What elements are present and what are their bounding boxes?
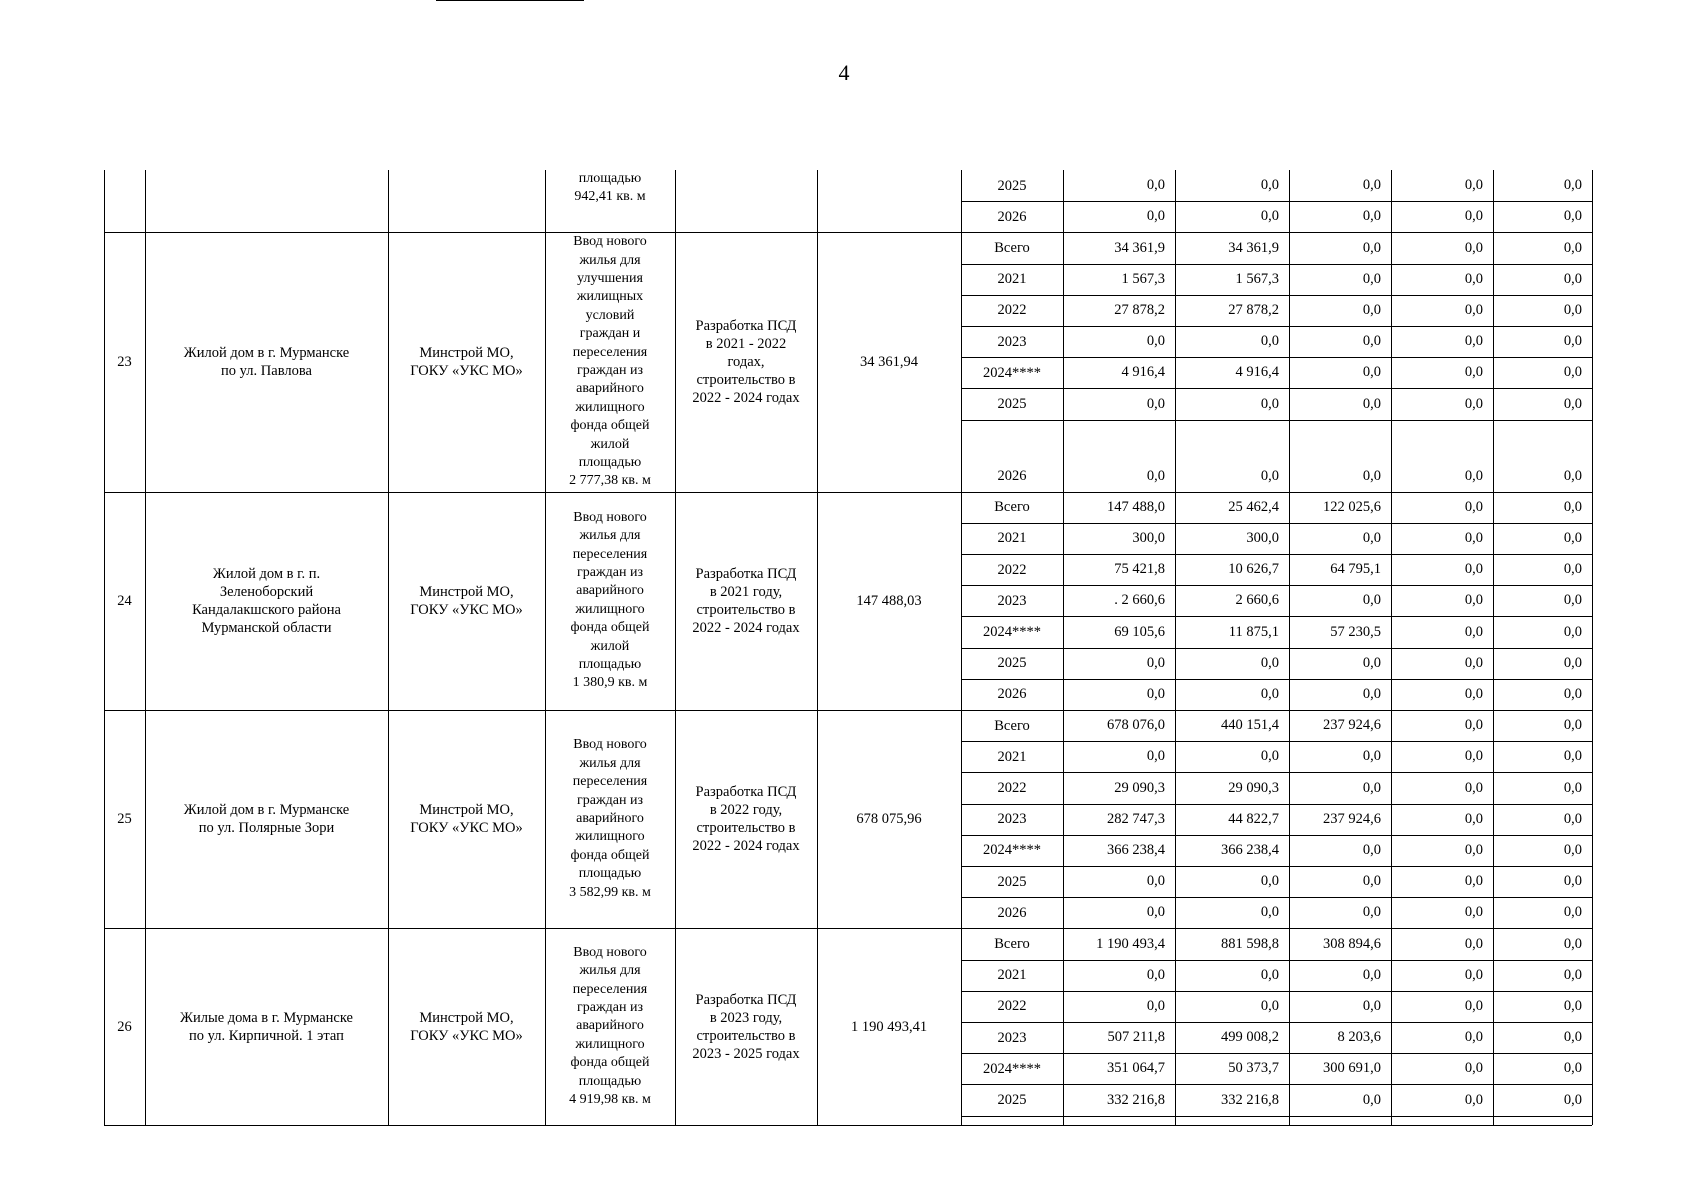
- amount-cell: 1 567,3: [1235, 270, 1279, 287]
- amount-cell: 0,0: [1563, 935, 1582, 952]
- amount-cell: 0,0: [1362, 270, 1381, 287]
- amount-cell: 0,0: [1362, 395, 1381, 412]
- year-label: Всего: [994, 499, 1030, 516]
- amount-cell: 507 211,8: [1107, 1029, 1165, 1046]
- amount-cell: 34 361,9: [1228, 239, 1279, 256]
- year-label: 2022: [997, 561, 1027, 578]
- year-label: 2021: [997, 271, 1027, 288]
- amount-cell: 0,0: [1362, 686, 1381, 702]
- year-label: 2022: [997, 302, 1027, 319]
- amount-cell: 0,0: [1563, 270, 1582, 287]
- amount-cell: 0,0: [1464, 561, 1483, 578]
- amount-cell: 57 230,5: [1330, 623, 1381, 640]
- object-description: Ввод нового жилья для улучшения жилищных условий граждан и переселения граждан из аварийного жилищного фонда общей жилой площадью 2 777,38 кв. м: [569, 234, 651, 489]
- amount-cell: 0,0: [1362, 364, 1381, 381]
- year-label: 2023: [997, 592, 1027, 609]
- object-description: Ввод нового жилья для переселения граждан из аварийного жилищного фонда общей площадью 4 919,98 кв. м: [569, 944, 651, 1108]
- amount-cell: 0,0: [1362, 302, 1381, 318]
- amount-cell: 0,0: [1146, 966, 1165, 983]
- customer: Минстрой МО, ГОКУ «УКС МО»: [410, 583, 523, 618]
- amount-cell: 0,0: [1260, 395, 1279, 412]
- amount-cell: 69 105,6: [1114, 623, 1165, 640]
- implementation-stage: Разработка ПСД в 2021 - 2022 годах, строительство в 2022 - 2024 годах: [692, 317, 800, 406]
- object-name: Жилой дом в г. Мурманске по ул. Полярные Зори: [183, 802, 350, 837]
- amount-cell: 0,0: [1146, 467, 1165, 484]
- amount-cell: 64 795,1: [1330, 561, 1381, 578]
- amount-cell: 0,0: [1464, 467, 1483, 484]
- amount-cell: 0,0: [1260, 873, 1279, 890]
- customer: Минстрой МО, ГОКУ «УКС МО»: [410, 802, 523, 837]
- amount-cell: 0,0: [1464, 998, 1483, 1014]
- amount-cell: 0,0: [1362, 748, 1381, 765]
- amount-cell: 0,0: [1146, 998, 1165, 1014]
- amount-cell: 0,0: [1563, 177, 1582, 194]
- amount-cell: 0,0: [1563, 904, 1582, 921]
- amount-cell: 300 691,0: [1323, 1060, 1381, 1077]
- object-name: Жилой дом в г. п. Зеленоборский Кандалакшского района Мурманской области: [192, 565, 341, 636]
- amount-cell: 0,0: [1362, 998, 1381, 1014]
- scan-edge-line: [436, 0, 584, 1]
- amount-cell: 0,0: [1146, 208, 1165, 225]
- amount-cell: 0,0: [1563, 498, 1582, 515]
- amount-cell: 499 008,2: [1221, 1029, 1279, 1046]
- amount-cell: 0,0: [1464, 717, 1483, 734]
- amount-cell: 25 462,4: [1228, 498, 1279, 515]
- amount-cell: 0,0: [1146, 873, 1165, 890]
- customer: Минстрой МО, ГОКУ «УКС МО»: [410, 1009, 523, 1044]
- amount-cell: 0,0: [1563, 561, 1582, 578]
- amount-cell: 0,0: [1464, 935, 1483, 952]
- year-label: 2025: [997, 395, 1027, 412]
- amount-cell: 0,0: [1464, 904, 1483, 921]
- amount-cell: 10 626,7: [1228, 561, 1279, 578]
- amount-cell: 0,0: [1362, 530, 1381, 546]
- amount-cell: 0,0: [1362, 966, 1381, 983]
- amount-cell: 0,0: [1563, 239, 1582, 256]
- amount-cell: 0,0: [1464, 270, 1483, 287]
- amount-cell: 1 190 493,4: [1096, 935, 1165, 952]
- amount-cell: 34 361,9: [1114, 239, 1165, 256]
- amount-cell: 332 216,8: [1107, 1091, 1165, 1108]
- amount-cell: 0,0: [1146, 177, 1165, 194]
- year-label: Всего: [994, 239, 1030, 256]
- amount-cell: 11 875,1: [1228, 623, 1279, 640]
- amount-cell: 0,0: [1563, 592, 1582, 609]
- amount-cell: 0,0: [1146, 904, 1165, 921]
- amount-cell: 0,0: [1260, 904, 1279, 921]
- estimated-cost: 147 488,03: [856, 592, 922, 609]
- amount-cell: 0,0: [1464, 842, 1483, 858]
- amount-cell: 0,0: [1464, 1091, 1483, 1108]
- amount-cell: 0,0: [1563, 530, 1582, 546]
- estimated-cost: 678 075,96: [856, 811, 922, 828]
- year-label: 2026: [997, 467, 1027, 484]
- object-name: Жилые дома в г. Мурманске по ул. Кирпичной. 1 этап: [180, 1009, 353, 1044]
- amount-cell: 8 203,6: [1337, 1029, 1381, 1046]
- amount-cell: 0,0: [1464, 498, 1483, 515]
- implementation-stage: Разработка ПСД в 2021 году, строительство в 2022 - 2024 годах: [692, 565, 800, 636]
- amount-cell: 0,0: [1464, 1029, 1483, 1046]
- year-label: 2024****: [983, 364, 1041, 381]
- amount-cell: 0,0: [1362, 177, 1381, 194]
- year-label: 2023: [997, 333, 1027, 350]
- amount-cell: . 2 660,6: [1114, 592, 1165, 609]
- amount-cell: 2 660,6: [1235, 592, 1279, 609]
- amount-cell: 0,0: [1563, 333, 1582, 350]
- amount-cell: 0,0: [1260, 966, 1279, 983]
- amount-cell: 0,0: [1563, 395, 1582, 412]
- amount-cell: 0,0: [1260, 998, 1279, 1014]
- year-label: 2024****: [983, 1060, 1041, 1077]
- year-label: 2025: [997, 1091, 1027, 1108]
- grid-hline: [961, 420, 1592, 421]
- grid-hline: [961, 1116, 1592, 1117]
- amount-cell: 300,0: [1246, 530, 1279, 546]
- amount-cell: 0,0: [1362, 873, 1381, 890]
- row-number: 25: [117, 811, 132, 828]
- amount-cell: 50 373,7: [1228, 1060, 1279, 1077]
- amount-cell: 300,0: [1132, 530, 1165, 546]
- amount-cell: 0,0: [1563, 779, 1582, 796]
- amount-cell: 0,0: [1563, 302, 1582, 318]
- amount-cell: 0,0: [1464, 966, 1483, 983]
- amount-cell: 0,0: [1563, 998, 1582, 1014]
- amount-cell: 0,0: [1563, 966, 1582, 983]
- year-label: 2024****: [983, 623, 1041, 640]
- amount-cell: 678 076,0: [1107, 717, 1165, 734]
- amount-cell: 0,0: [1260, 748, 1279, 765]
- amount-cell: 0,0: [1260, 177, 1279, 194]
- amount-cell: 122 025,6: [1323, 498, 1381, 515]
- amount-cell: 0,0: [1464, 873, 1483, 890]
- amount-cell: 282 747,3: [1107, 810, 1165, 827]
- year-label: 2026: [997, 208, 1027, 225]
- year-label: 2025: [997, 655, 1027, 672]
- amount-cell: 0,0: [1146, 654, 1165, 671]
- year-label: 2022: [997, 998, 1027, 1015]
- amount-cell: 0,0: [1464, 239, 1483, 256]
- amount-cell: 27 878,2: [1228, 302, 1279, 318]
- amount-cell: 237 924,6: [1323, 810, 1381, 827]
- amount-cell: 0,0: [1563, 686, 1582, 702]
- amount-cell: 881 598,8: [1221, 935, 1279, 952]
- amount-cell: 0,0: [1260, 208, 1279, 225]
- amount-cell: 27 878,2: [1114, 302, 1165, 318]
- amount-cell: 147 488,0: [1107, 498, 1165, 515]
- amount-cell: 0,0: [1362, 654, 1381, 671]
- amount-cell: 0,0: [1464, 364, 1483, 381]
- implementation-stage: Разработка ПСД в 2022 году, строительство в 2022 - 2024 годах: [692, 784, 800, 855]
- row-number: 23: [117, 353, 132, 370]
- amount-cell: 0,0: [1260, 467, 1279, 484]
- amount-cell: 440 151,4: [1221, 717, 1279, 734]
- amount-cell: 1 567,3: [1121, 270, 1165, 287]
- year-label: 2022: [997, 779, 1027, 796]
- amount-cell: 0,0: [1362, 779, 1381, 796]
- amount-cell: 0,0: [1464, 623, 1483, 640]
- amount-cell: 0,0: [1362, 467, 1381, 484]
- amount-cell: 0,0: [1563, 810, 1582, 827]
- amount-cell: 0,0: [1146, 333, 1165, 350]
- amount-cell: 0,0: [1362, 842, 1381, 858]
- object-description: Ввод нового жилья для переселения граждан из аварийного жилищного фонда общей жилой площадью 1 380,9 кв. м: [570, 509, 650, 691]
- grid-hline: [104, 1125, 961, 1126]
- amount-cell: 0,0: [1464, 1060, 1483, 1077]
- amount-cell: 0,0: [1464, 333, 1483, 350]
- amount-cell: 4 916,4: [1235, 364, 1279, 381]
- amount-cell: 0,0: [1563, 748, 1582, 765]
- amount-cell: 0,0: [1464, 302, 1483, 318]
- year-label: 2026: [997, 686, 1027, 703]
- amount-cell: 351 064,7: [1107, 1060, 1165, 1077]
- amount-cell: 0,0: [1563, 842, 1582, 858]
- amount-cell: 0,0: [1260, 333, 1279, 350]
- row-number: 26: [117, 1018, 132, 1035]
- amount-cell: 0,0: [1362, 904, 1381, 921]
- page-number: 4: [838, 60, 850, 85]
- amount-cell: 0,0: [1464, 748, 1483, 765]
- amount-cell: 0,0: [1146, 686, 1165, 702]
- amount-cell: 0,0: [1563, 873, 1582, 890]
- amount-cell: 308 894,6: [1323, 935, 1381, 952]
- estimated-cost: 34 361,94: [860, 353, 918, 370]
- amount-cell: 29 090,3: [1228, 779, 1279, 796]
- object-name: Жилой дом в г. Мурманске по ул. Павлова: [183, 344, 350, 379]
- amount-cell: 0,0: [1563, 208, 1582, 225]
- year-label: 2025: [997, 177, 1027, 194]
- year-label: 2025: [997, 873, 1027, 890]
- customer: Минстрой МО, ГОКУ «УКС МО»: [410, 344, 523, 379]
- prev-description-tail: площадью 942,41 кв. м: [574, 170, 646, 204]
- row-number: 24: [117, 592, 132, 609]
- amount-cell: 44 822,7: [1228, 810, 1279, 827]
- amount-cell: 0,0: [1464, 208, 1483, 225]
- implementation-stage: Разработка ПСД в 2023 году, строительство в 2023 - 2025 годах: [692, 991, 800, 1062]
- year-label: 2024****: [983, 842, 1041, 859]
- amount-cell: 29 090,3: [1114, 779, 1165, 796]
- amount-cell: 0,0: [1260, 654, 1279, 671]
- estimated-cost: 1 190 493,41: [850, 1018, 928, 1035]
- amount-cell: 0,0: [1464, 530, 1483, 546]
- object-description: Ввод нового жилья для переселения граждан из аварийного жилищного фонда общей площадью 3 582,99 кв. м: [569, 737, 651, 900]
- amount-cell: 0,0: [1464, 779, 1483, 796]
- amount-cell: 0,0: [1362, 208, 1381, 225]
- amount-cell: 0,0: [1563, 467, 1582, 484]
- amount-cell: 0,0: [1563, 1029, 1582, 1046]
- amount-cell: 0,0: [1464, 810, 1483, 827]
- year-label: 2021: [997, 748, 1027, 765]
- amount-cell: 366 238,4: [1221, 842, 1279, 858]
- amount-cell: 0,0: [1464, 654, 1483, 671]
- amount-cell: 0,0: [1362, 239, 1381, 256]
- funding-table: [0, 170, 1688, 1125]
- amount-cell: 0,0: [1464, 592, 1483, 609]
- year-label: 2021: [997, 530, 1027, 547]
- amount-cell: 237 924,6: [1323, 717, 1381, 734]
- year-label: 2023: [997, 811, 1027, 828]
- amount-cell: 0,0: [1563, 717, 1582, 734]
- year-label: 2023: [997, 1029, 1027, 1046]
- grid-vline: [1592, 170, 1593, 1125]
- amount-cell: 0,0: [1563, 364, 1582, 381]
- amount-cell: 0,0: [1563, 1091, 1582, 1108]
- amount-cell: 0,0: [1146, 395, 1165, 412]
- amount-cell: 0,0: [1563, 654, 1582, 671]
- amount-cell: 0,0: [1260, 686, 1279, 702]
- amount-cell: 0,0: [1563, 623, 1582, 640]
- amount-cell: 0,0: [1464, 177, 1483, 194]
- amount-cell: 0,0: [1362, 333, 1381, 350]
- amount-cell: 0,0: [1362, 1091, 1381, 1108]
- amount-cell: 366 238,4: [1107, 842, 1165, 858]
- amount-cell: 4 916,4: [1121, 364, 1165, 381]
- year-label: 2026: [997, 904, 1027, 921]
- year-label: Всего: [994, 717, 1030, 734]
- amount-cell: 0,0: [1362, 592, 1381, 609]
- year-label: Всего: [994, 935, 1030, 952]
- amount-cell: 332 216,8: [1221, 1091, 1279, 1108]
- amount-cell: 0,0: [1464, 686, 1483, 702]
- amount-cell: 0,0: [1464, 395, 1483, 412]
- amount-cell: 0,0: [1563, 1060, 1582, 1077]
- amount-cell: 75 421,8: [1114, 561, 1165, 578]
- year-label: 2021: [997, 967, 1027, 984]
- amount-cell: 0,0: [1146, 748, 1165, 765]
